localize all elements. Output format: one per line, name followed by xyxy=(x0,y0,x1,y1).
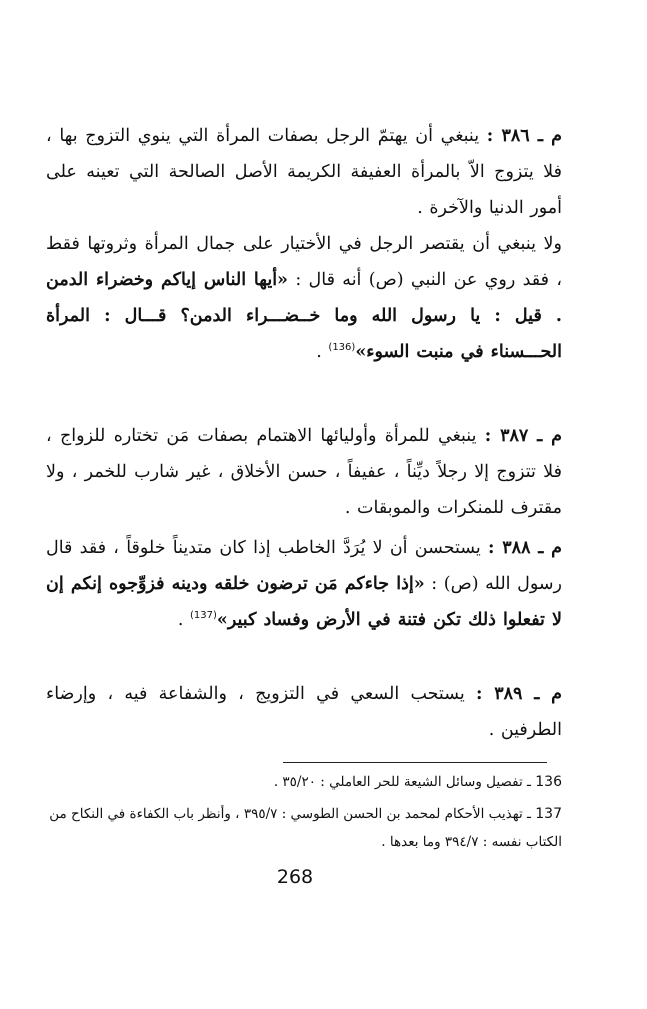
paragraph-text: . xyxy=(177,610,191,630)
paragraph-text: ينبغي أن يهتمّ الرجل بصفات المرأة التي ينوي التزوج بها ، فلا يتزوج الاّ بالمرأة العفيفة الكريمة الأصل الصالحة التي تعينه على أمور الدنيا والآخرة . xyxy=(46,126,562,218)
paragraph-number: م ـ ٣٨٧ : xyxy=(484,426,562,446)
paragraph-386 xyxy=(46,118,562,226)
paragraph-text: ينبغي للمرأة وأوليائها الاهتمام بصفات مَن تختاره للزواج ، فلا تتزوج إلا رجلاً ديِّناً ، عفيفاً ، حسن الأخلاق ، غير شارب للخمر ، ولا مقترف للمنكرات والموبقات . xyxy=(46,426,562,518)
footnote-separator xyxy=(283,762,547,763)
hadith-quote: «إذا جاءكم مَن ترضون خلقه ودينه فزوِّجوه إنكم إن لا تفعلوا ذلك تكن فتنة في الأرض وفساد كبير» xyxy=(46,574,562,630)
paragraph-389 xyxy=(46,676,562,748)
footnote-136 xyxy=(46,768,562,796)
paragraph-text: . xyxy=(316,342,329,362)
footnote-137 xyxy=(46,800,562,856)
paragraph-number: م ـ ٣٨٩ : xyxy=(475,684,562,704)
footnote-reference: (136) xyxy=(328,342,356,354)
footnote-reference: (137) xyxy=(190,610,217,622)
paragraph-387 xyxy=(46,418,562,526)
paragraph-text: يستحب السعي في التزويج ، والشفاعة فيه ، وإرضاء الطرفين . xyxy=(46,684,562,740)
footnote-number: 136 xyxy=(535,774,562,790)
paragraph-388 xyxy=(46,530,562,638)
footnote-number: 137 xyxy=(535,806,562,822)
page-number: 268 xyxy=(276,866,314,888)
paragraph-text: يستحسن أن لا يُرَدَّ الخاطب إذا كان متديناً خلوقاً ، فقد قال رسول الله (ص) : xyxy=(46,538,563,594)
paragraph-number: م ـ ٣٨٦ : xyxy=(486,126,562,146)
paragraph-386-continuation xyxy=(46,226,562,370)
footnote-text: ـ تهذيب الأحكام لمحمد بن الحسن الطوسي : ٣٩٥/٧ ، وأنظر باب الكفاءة في النكاح من الكتاب نفسه : ٣٩٤/٧ وما بعدها . xyxy=(49,806,562,850)
footnote-text: ـ تفصيل وسائل الشيعة للحر العاملي : ٣٥/٢٠ . xyxy=(273,774,536,790)
hadith-quote: «أيها الناس إياكم وخضراء الدمن . قيل : يا رسول الله وما خــضـــراء الدمن؟ قـــال : المرأة الحـــسناء في منبت السوء» xyxy=(46,270,562,362)
paragraph-number: م ـ ٣٨٨ : xyxy=(488,538,562,558)
paragraph-text: ولا ينبغي أن يقتصر الرجل في الأختيار على جمال المرأة وثروتها فقط ، فقد روي عن النبي (ص) أنه قال : xyxy=(46,234,562,290)
